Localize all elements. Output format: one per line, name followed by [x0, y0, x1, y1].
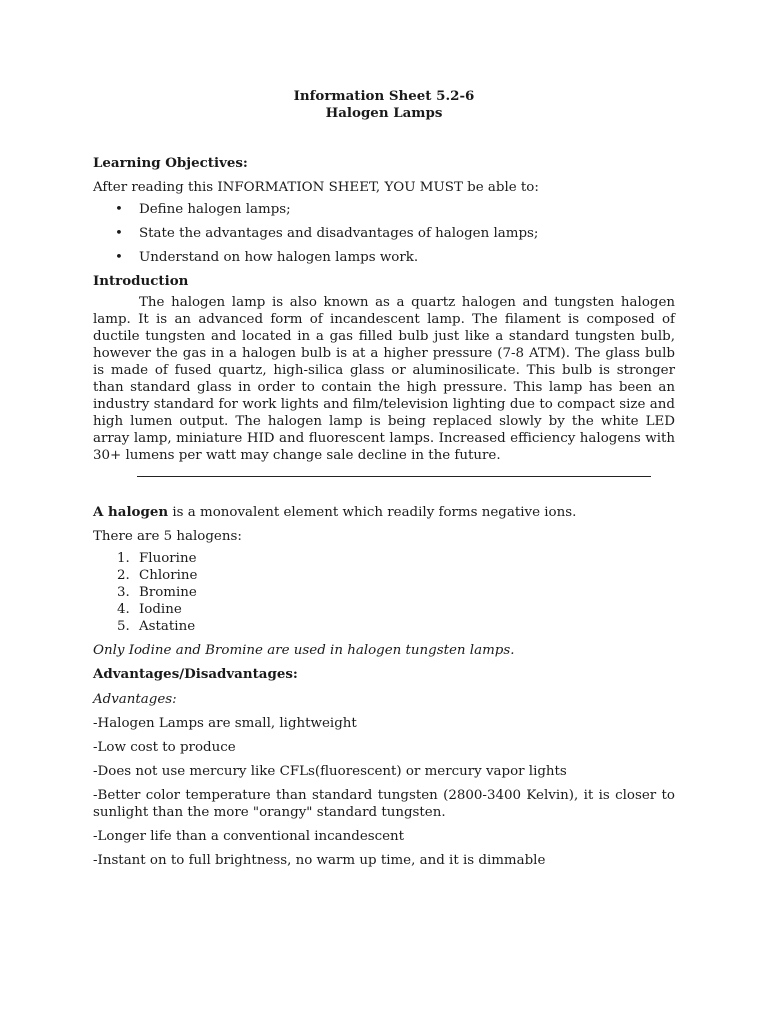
learning-objectives-heading: Learning Objectives: [93, 155, 248, 171]
halogen-definition-text: is a monovalent element which readily forms negative ions. [168, 505, 577, 520]
document-title [93, 88, 675, 122]
list-item: 1. Fluorine [117, 551, 197, 566]
bullet-icon: • [115, 250, 123, 265]
list-item: • State the advantages and disadvantages of halogen lamps; [115, 226, 539, 241]
title-sheet-number: Information Sheet 5.2-6 [293, 88, 475, 104]
halogen-count-text: There are 5 halogens: [93, 529, 242, 544]
advantages-disadvantages-heading: Advantages/Disadvantages: [93, 666, 298, 682]
advantage-item: -Instant on to full brightness, no warm up time, and it is dimmable [93, 853, 546, 868]
advantage-item: -Longer life than a conventional incandescent [93, 829, 405, 844]
title-topic: Halogen Lamps [325, 105, 443, 121]
bullet-icon: • [115, 202, 123, 217]
list-item: 2. Chlorine [117, 568, 198, 583]
list-item: • Define halogen lamps; [115, 202, 291, 217]
halogen-note: Only Iodine and Bromine are used in halogen tungsten lamps. [93, 643, 515, 658]
introduction-heading: Introduction [93, 273, 189, 289]
bullet-icon: • [115, 226, 123, 241]
advantages-subheading: Advantages: [93, 692, 177, 707]
list-item: 3. Bromine [117, 585, 197, 600]
advantage-item: -Does not use mercury like CFLs(fluorescent) or mercury vapor lights [93, 764, 567, 779]
list-item: 4. Iodine [117, 602, 182, 617]
advantage-item: -Better color temperature than standard tungsten (2800-3400 Kelvin), it is closer to sunlight than the more "orangy" standard tungsten. [93, 788, 675, 820]
introduction-paragraph: The halogen lamp is also known as a quartz halogen and tungsten halogen lamp. It is an advanced form of incandescent lamp. The filament is composed of ductile tungsten and located in a gas filled bulb just like a standard tungsten bulb, however the gas in a halogen bulb is at a higher pressure (7-8 ATM). The glass bulb is made of fused quartz, high-silica glass or aluminosilicate. This bulb is stronger than standard glass in order to contain the high pressure. This lamp has been an industry standard for work lights and film/television lighting due to compact size and high lumen output. The halogen lamp is being replaced slowly by the white LED array lamp, miniature HID and fluorescent lamps. Increased efficiency halogens with 30+ lumens per watt may change sale decline in the future. [93, 295, 675, 463]
horizontal-divider [137, 476, 651, 477]
halogen-term: A halogen [93, 504, 169, 520]
list-item: • Understand on how halogen lamps work. [115, 250, 419, 265]
learning-objectives-list [93, 201, 675, 266]
learning-objectives-intro: After reading this INFORMATION SHEET, YOU MUST be able to: [93, 180, 539, 195]
advantage-item: -Low cost to produce [93, 740, 236, 755]
halogen-definition [93, 504, 675, 521]
halogen-list [93, 550, 675, 635]
list-item: 5. Astatine [117, 619, 196, 634]
document-body [93, 88, 675, 869]
advantage-item: -Halogen Lamps are small, lightweight [93, 716, 357, 731]
